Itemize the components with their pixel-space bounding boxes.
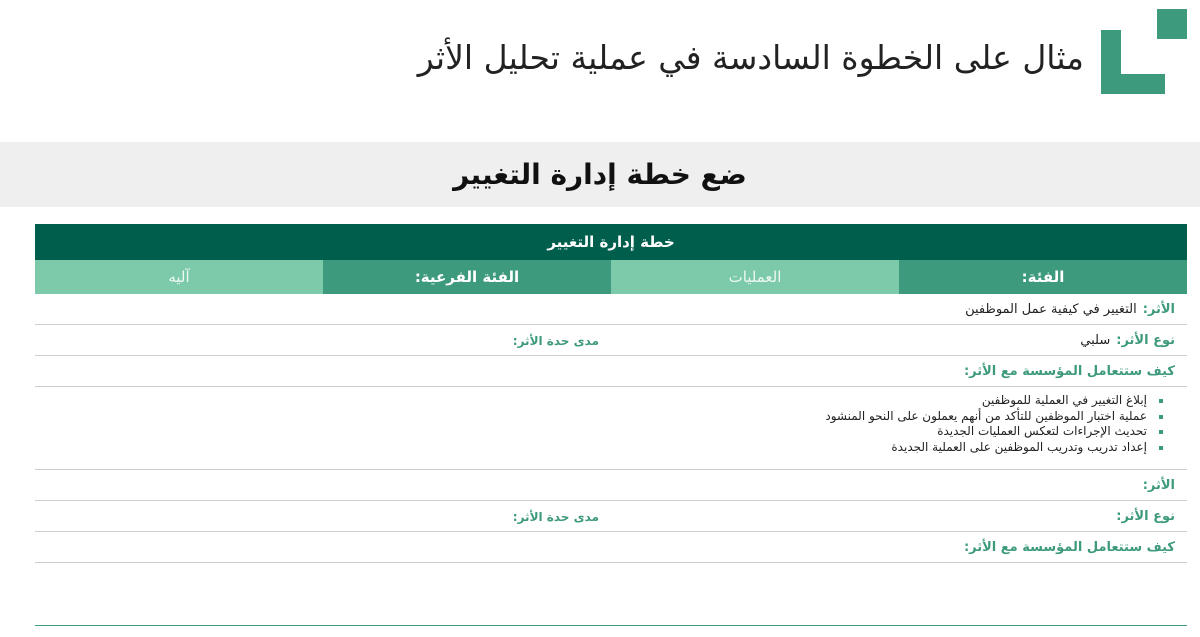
impact-severity-label-2: مدى حدة الأثر: bbox=[512, 509, 599, 524]
handling-label-2: كيف ستتعامل المؤسسة مع الأثر: bbox=[963, 539, 1175, 555]
list-item: إعداد تدريب وتدريب الموظفين على العملية الجديدة bbox=[47, 440, 1175, 456]
impact-type-row bbox=[35, 325, 1187, 356]
subcategory-value: آليه bbox=[35, 260, 323, 294]
list-item: إبلاغ التغيير في العملية للموظفين bbox=[47, 393, 1175, 409]
list-item: تحديث الإجراءات لتعكس العمليات الجديدة bbox=[47, 424, 1175, 440]
impact-type-label-2: نوع الأثر: bbox=[1116, 508, 1175, 524]
impact-row bbox=[35, 294, 1187, 325]
handling-row bbox=[35, 356, 1187, 387]
impact-severity-label: مدى حدة الأثر: bbox=[512, 333, 599, 348]
impact-label-2: الأثر: bbox=[1142, 477, 1175, 493]
list-item: عملية اختبار الموظفين للتأكد من أنهم يعملون على النحو المنشود bbox=[47, 409, 1175, 425]
impact-row-2 bbox=[35, 470, 1187, 501]
impact-type-value: سلبي bbox=[1080, 332, 1111, 348]
impact-value: التغيير في كيفية عمل الموظفين bbox=[965, 301, 1137, 317]
table-header: خطة إدارة التغيير bbox=[35, 224, 1187, 260]
category-row bbox=[35, 260, 1187, 294]
bottom-divider bbox=[35, 625, 1187, 626]
logo-small-square bbox=[1157, 9, 1187, 39]
actions-row bbox=[35, 387, 1187, 470]
page-title: مثال على الخطوة السادسة في عملية تحليل الأثر bbox=[417, 38, 1084, 77]
impact-type-label: نوع الأثر: bbox=[1116, 332, 1175, 348]
actions-list bbox=[47, 393, 1175, 455]
handling-row-2 bbox=[35, 532, 1187, 563]
corner-squares-logo bbox=[1101, 9, 1187, 95]
subcategory-label: الفئة الفرعية: bbox=[323, 260, 611, 294]
category-value: العمليات bbox=[611, 260, 899, 294]
section-band bbox=[0, 142, 1200, 207]
change-plan-table bbox=[35, 224, 1187, 563]
category-label: الفئة: bbox=[899, 260, 1187, 294]
handling-label: كيف ستتعامل المؤسسة مع الأثر: bbox=[963, 363, 1175, 379]
impact-type-row-2 bbox=[35, 501, 1187, 532]
section-title: ضع خطة إدارة التغيير bbox=[453, 158, 747, 191]
impact-label: الأثر: bbox=[1142, 301, 1175, 317]
